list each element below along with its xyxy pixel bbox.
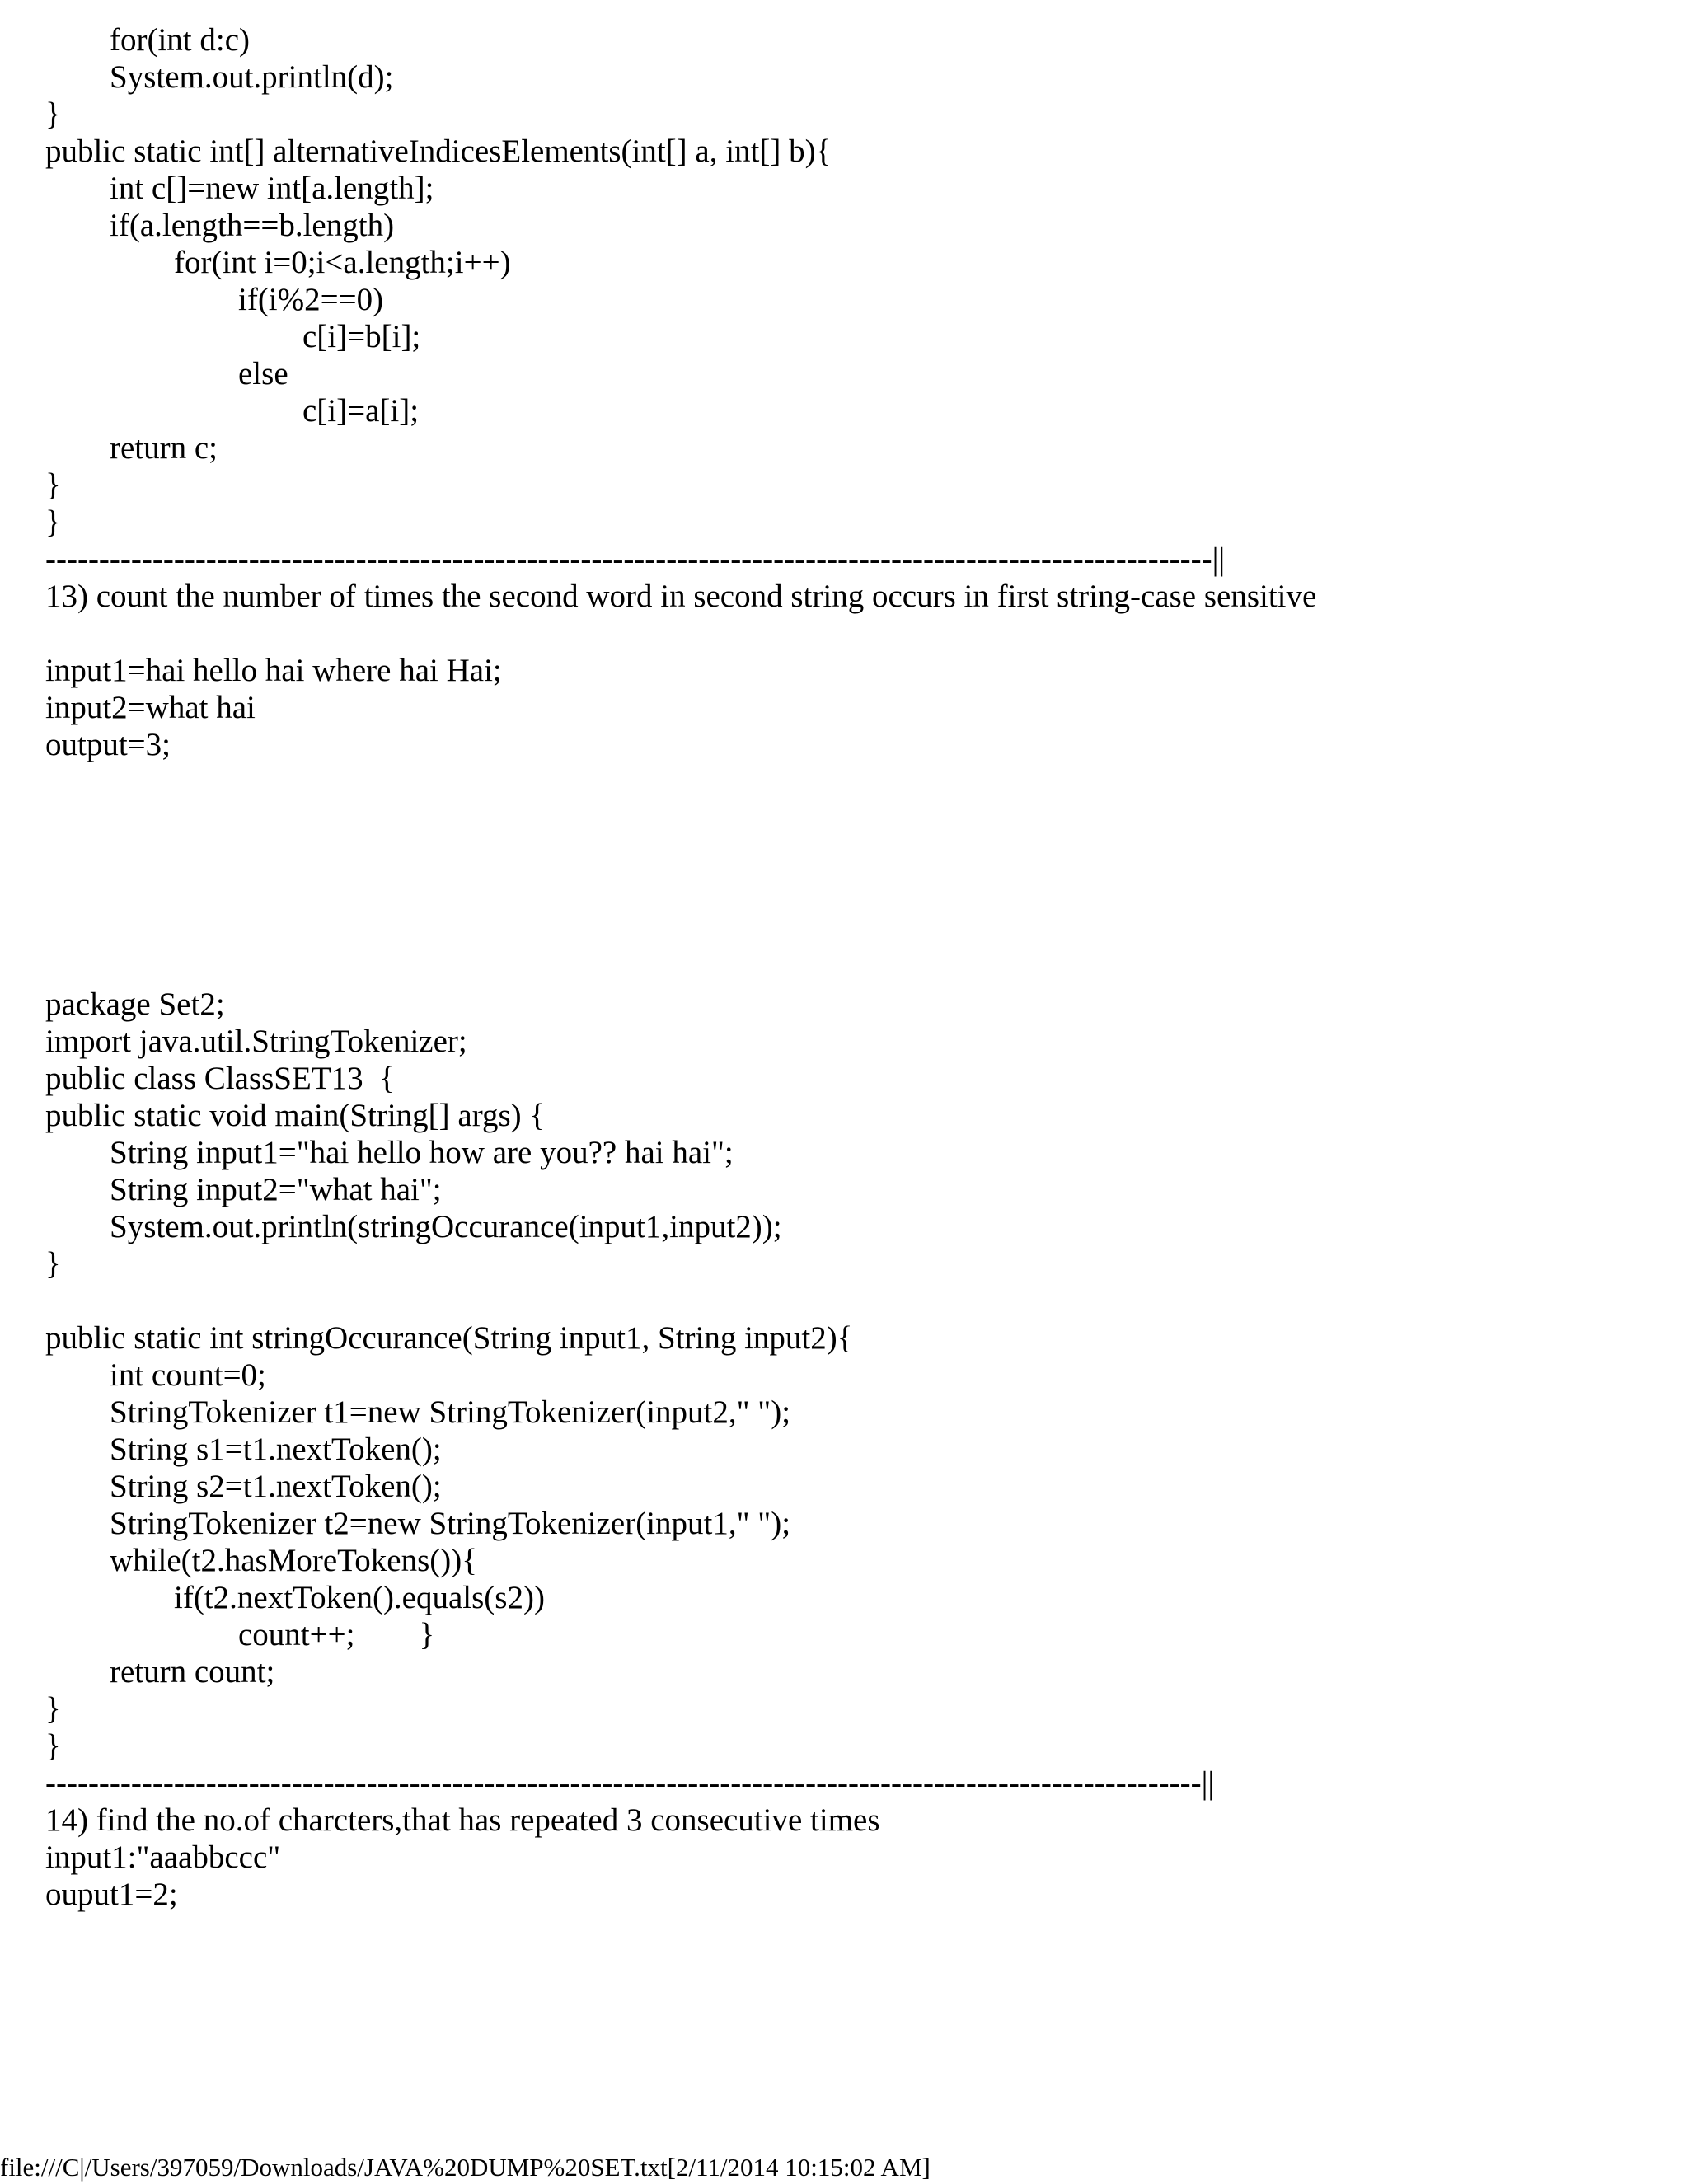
text-line: input2=what hai [45, 690, 256, 725]
text-line: for(int i=0;i<a.length;i++) [45, 245, 511, 280]
text-line: } [45, 96, 61, 132]
text-line: ------------------------------------------------------------------------------------------------------------|| [45, 1765, 1215, 1801]
text-line: } [45, 467, 61, 503]
text-line: } [45, 1691, 61, 1727]
text-line: System.out.println(stringOccurance(input1,input2)); [45, 1209, 782, 1244]
text-line: -------------------------------------------------------------------------------------------------------------|| [45, 541, 1226, 577]
text-line: String s2=t1.nextToken(); [45, 1469, 442, 1504]
text-line: if(a.length==b.length) [45, 208, 395, 243]
text-line: } [45, 504, 61, 540]
text-line: } [45, 1728, 61, 1764]
text-line: if(i%2==0) [45, 282, 384, 317]
text-line: public static void main(String[] args) { [45, 1098, 546, 1133]
text-line: input1:"aaabbccc" [45, 1840, 281, 1875]
text-line: if(t2.nextToken().equals(s2)) [45, 1580, 545, 1615]
text-line: input1=hai hello hai where hai Hai; [45, 653, 502, 688]
text-line: return c; [45, 430, 218, 466]
text-line: for(int d:c) [45, 22, 251, 58]
text-line: count++; } [45, 1617, 435, 1652]
text-line: import java.util.StringTokenizer; [45, 1024, 467, 1059]
text-line: public class ClassSET13 { [45, 1061, 395, 1096]
text-line: int c[]=new int[a.length]; [45, 171, 434, 206]
text-line: package Set2; [45, 987, 225, 1022]
text-line: StringTokenizer t2=new StringTokenizer(input1," "); [45, 1506, 791, 1541]
text-line: int count=0; [45, 1357, 266, 1393]
text-line: public static int stringOccurance(String input1, String input2){ [45, 1320, 853, 1356]
text-line: public static int[] alternativeIndicesElements(int[] a, int[] b){ [45, 134, 832, 169]
text-line: 14) find the no.of charcters,that has repeated 3 consecutive times [45, 1802, 880, 1838]
text-line: c[i]=b[i]; [45, 319, 421, 354]
text-line: ouput1=2; [45, 1877, 178, 1912]
text-line: 13) count the number of times the second word in second string occurs in first string-case sensitive [45, 579, 1317, 614]
text-line: } [45, 1246, 61, 1282]
text-line: c[i]=a[i]; [45, 393, 420, 429]
text-line: System.out.println(d); [45, 59, 394, 95]
text-line: String s1=t1.nextToken(); [45, 1432, 442, 1467]
text-line: else [45, 356, 288, 391]
text-line: String input2="what hai"; [45, 1172, 442, 1207]
text-line: StringTokenizer t1=new StringTokenizer(input2," "); [45, 1394, 791, 1430]
file-path-footer: file:///C|/Users/397059/Downloads/JAVA%20DUMP%20SET.txt[2/11/2014 10:15:02 AM] [0, 2153, 931, 2182]
text-line: String input1="hai hello how are you?? hai hai"; [45, 1135, 734, 1170]
text-line: return count; [45, 1654, 275, 1690]
text-line: while(t2.hasMoreTokens()){ [45, 1543, 477, 1578]
text-line: output=3; [45, 727, 171, 762]
